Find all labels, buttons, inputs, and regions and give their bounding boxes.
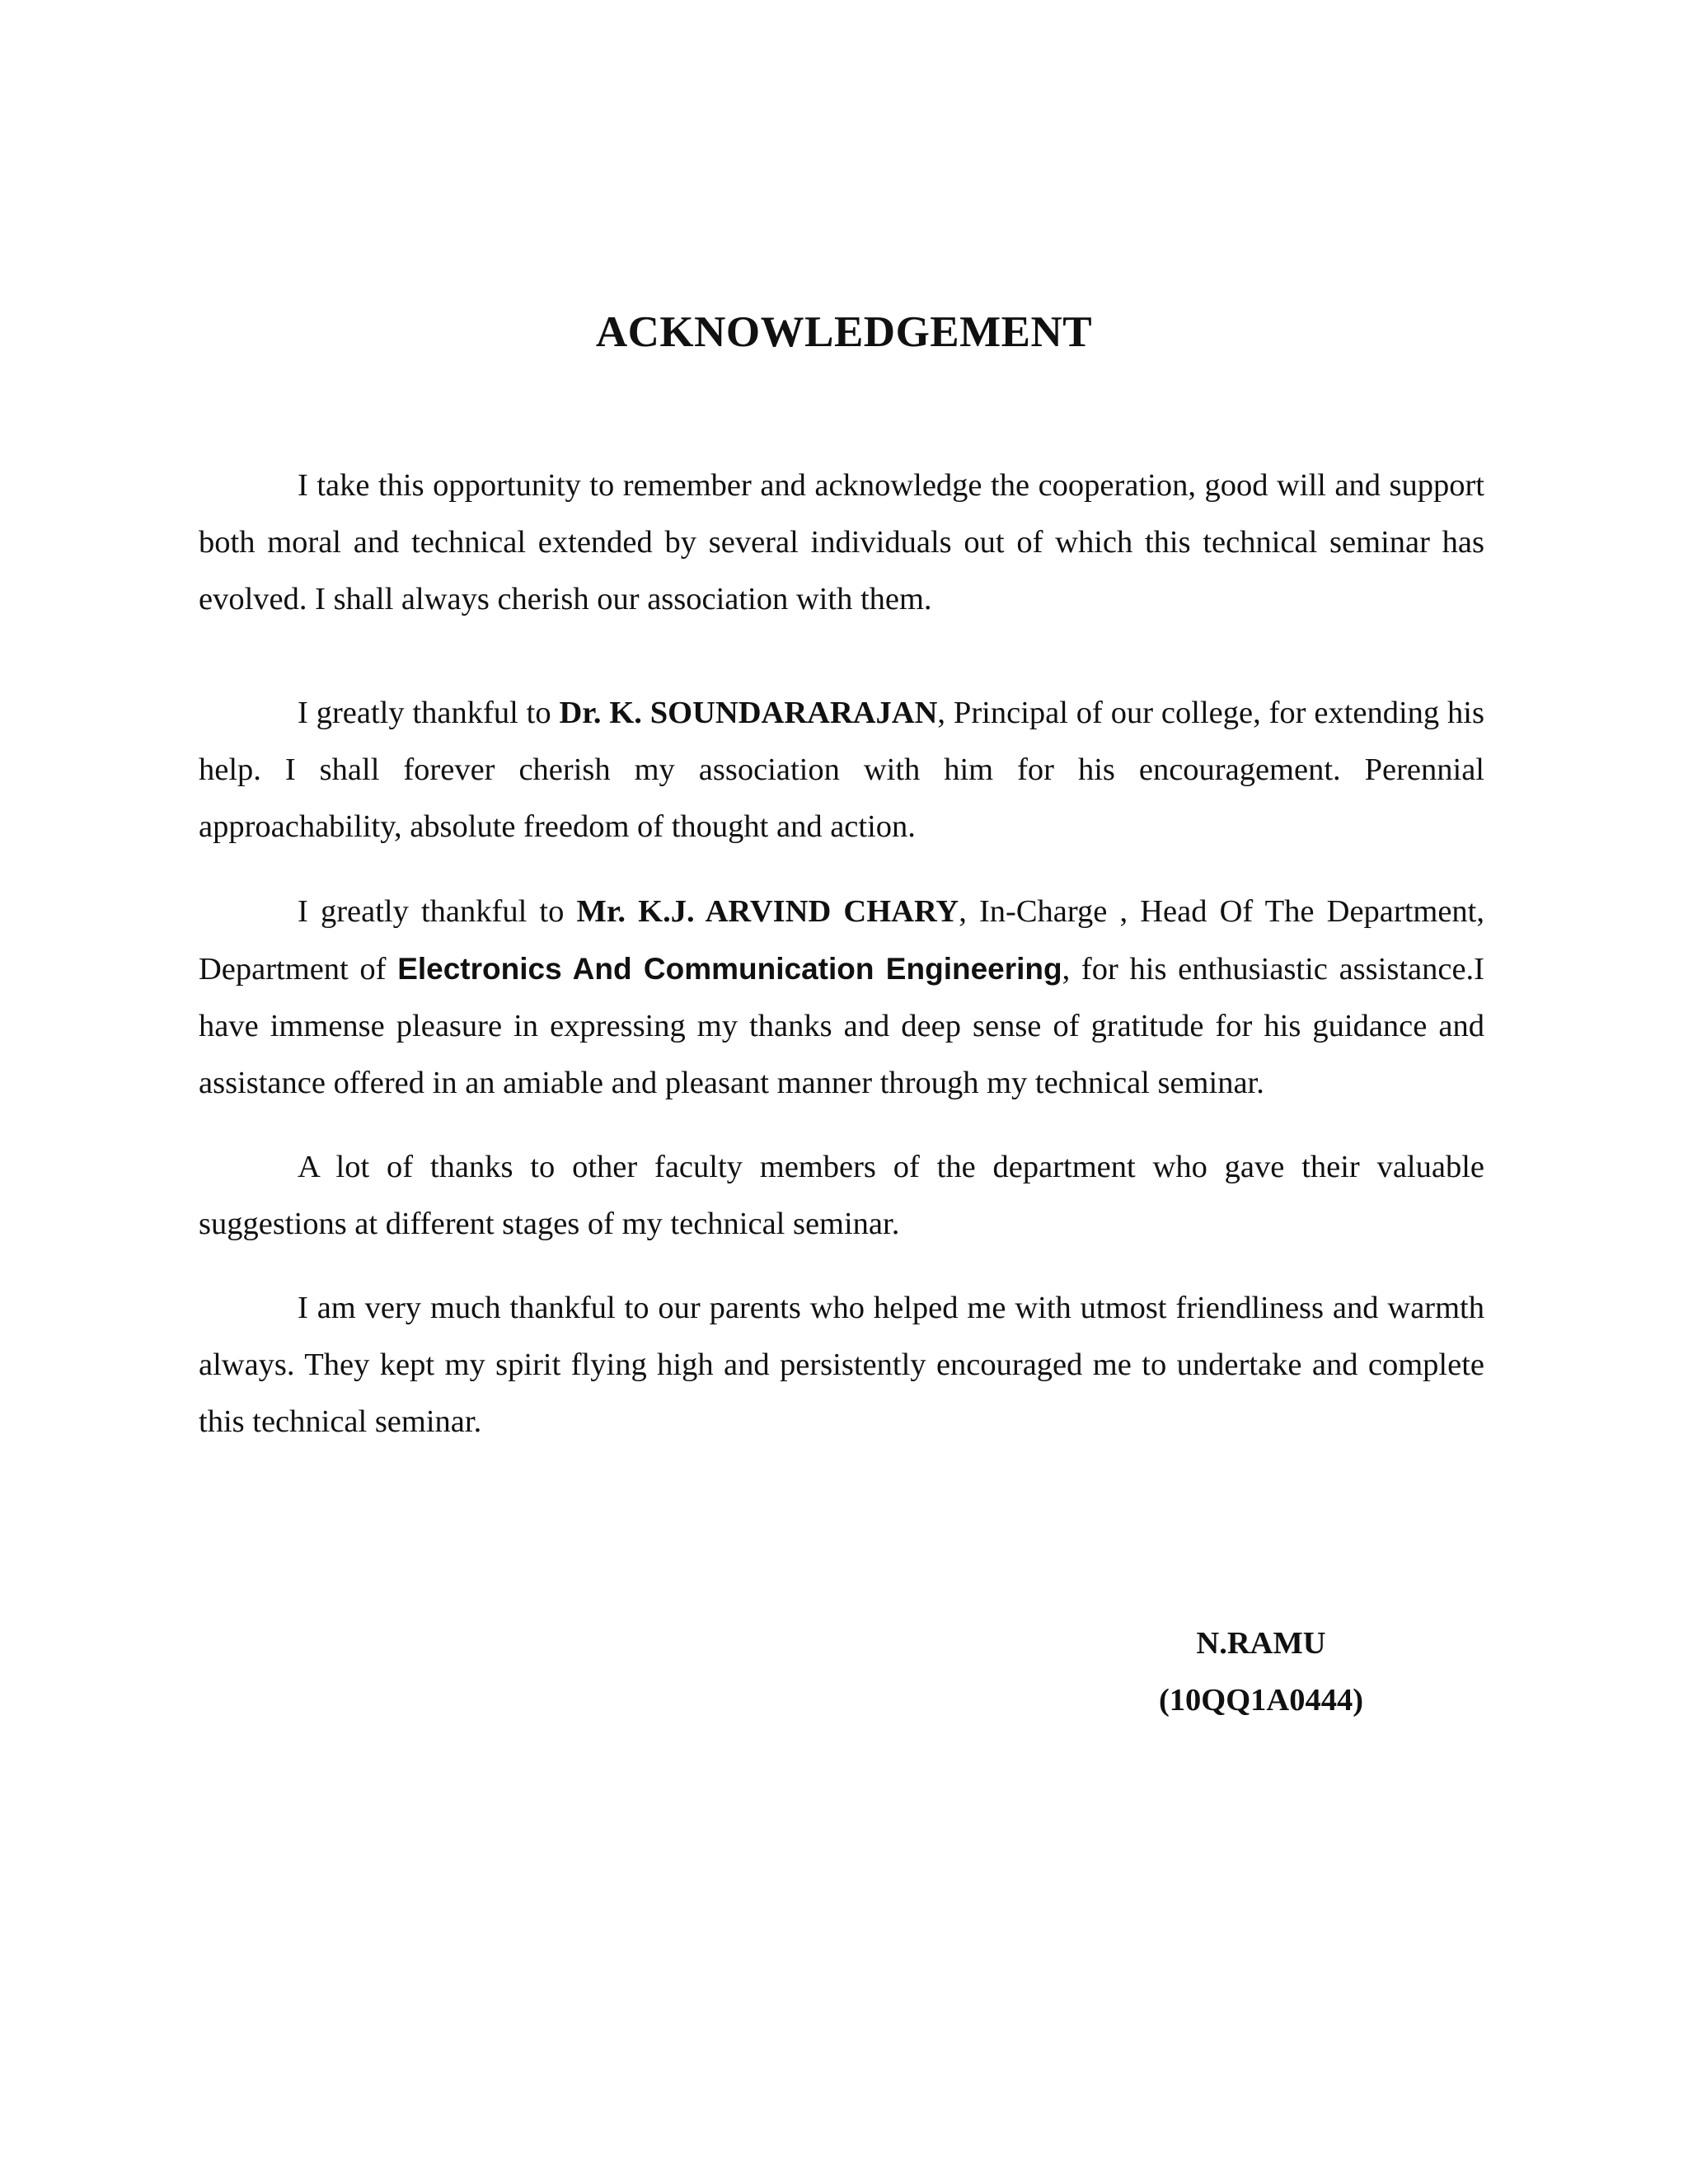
signature-roll-number: (10QQ1A0444): [1158, 1683, 1364, 1718]
paragraph-suffix: , for his enthusiastic assistance.I have immense pleasure in expressing my thanks and deep sense of gratitude for his guidance and assistance offered in an amiable and pleasant manner through my technical seminar.: [199, 952, 1484, 1100]
paragraph-text: I am very much thankful to our parents who helped me with utmost friendliness and warmth always. They kept my spirit flying high and persistently encouraged me to undertake and complete this technical seminar.: [199, 1291, 1484, 1439]
paragraph-principal: [199, 685, 1484, 855]
paragraph-faculty: [199, 1139, 1484, 1253]
paragraph-suffix: , Principal of our college, for extending his help. I shall forever cherish my association with him for his encouragement. Perennial approachability, absolute freedom of thought and action.: [199, 696, 1484, 844]
paragraph-prefix: I greatly thankful to: [298, 894, 577, 929]
paragraph-hod: [199, 883, 1484, 1112]
paragraph-opportunity: [199, 457, 1484, 628]
paragraph-text: I take this opportunity to remember and acknowledge the cooperation, good will and support both moral and technical extended by several individuals out of which this technical seminar has evolved. I shall always cherish our association with them.: [199, 468, 1484, 616]
paragraph-prefix: I greatly thankful to: [298, 696, 560, 730]
paragraph-parents: [199, 1280, 1484, 1451]
page-title: ACKNOWLEDGEMENT: [595, 308, 1093, 356]
department-name: Electronics And Communication Engineering: [397, 952, 1062, 986]
paragraph-text: A lot of thanks to other faculty members of the department who gave their valuable suggestions at different stages of my technical seminar.: [199, 1150, 1484, 1241]
signature-name: N.RAMU: [1196, 1626, 1326, 1661]
hod-name: Mr. K.J. ARVIND CHARY: [576, 894, 959, 929]
principal-name: Dr. K. SOUNDARARAJAN: [559, 696, 938, 730]
paragraph-middle: , In-Charge , Head Of The Department, Department of: [199, 894, 1484, 987]
